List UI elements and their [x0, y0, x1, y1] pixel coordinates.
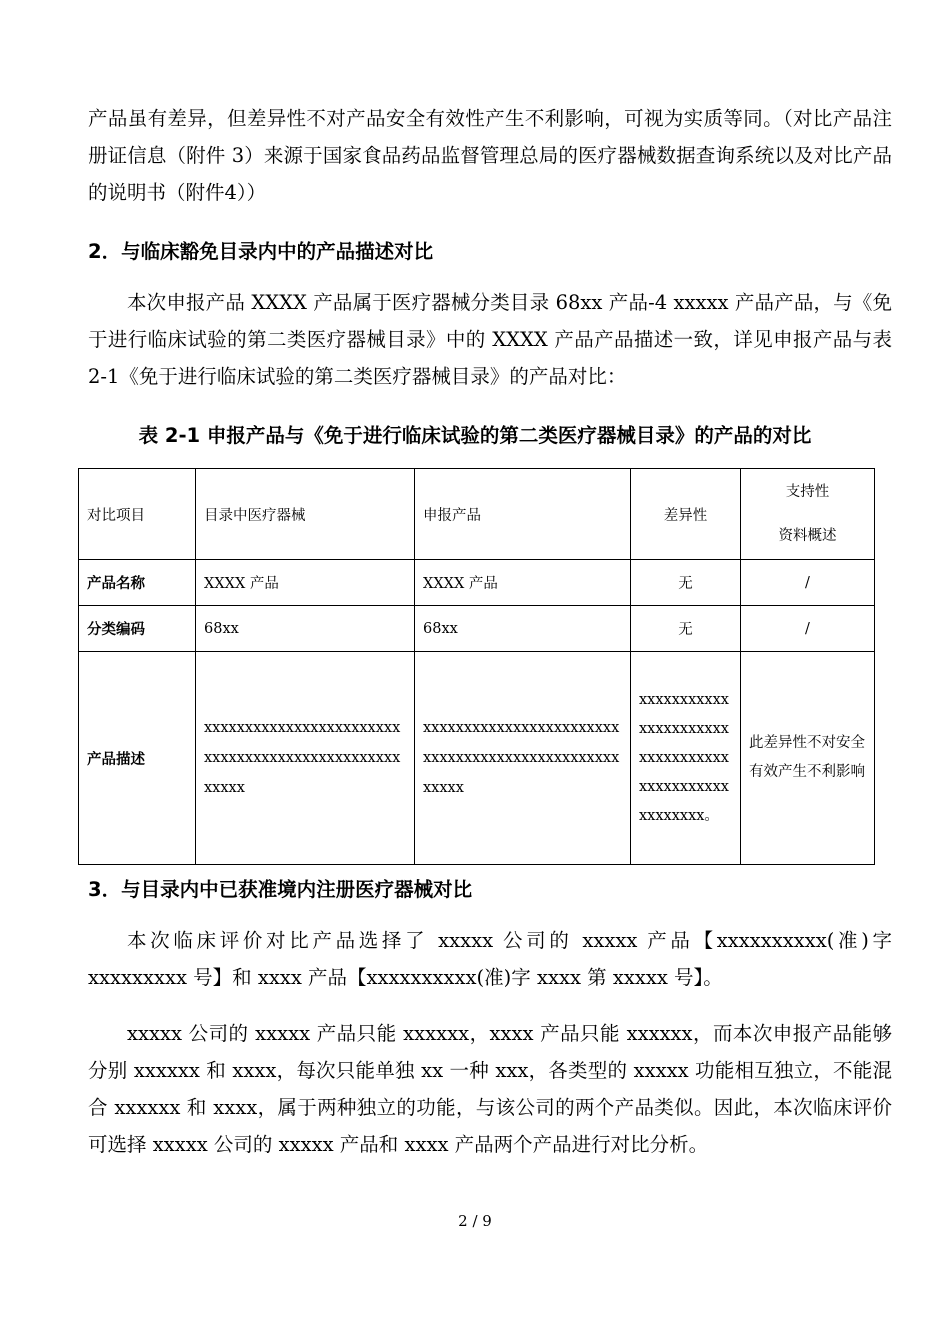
- section2-heading: 2．与临床豁免目录内中的产品描述对比: [88, 240, 434, 263]
- header-compare-item: 对比项目: [79, 469, 196, 560]
- row-difference-value: 无: [631, 560, 741, 606]
- row-difference-value: xxxxxxxxxxxxxxxxxxxxxxxxxxxxxxxxxxxxxxxxxxxxxxxxxxxx。: [631, 652, 741, 865]
- header-support: 支持性: [785, 484, 830, 500]
- row-item-label: 产品描述: [79, 652, 196, 865]
- row-catalog-value: XXXX 产品: [196, 560, 415, 606]
- row-declared-value: xxxxxxxxxxxxxxxxxxxxxxxxxxxxxxxxxxxxxxxxxxxxxxxxxxxxx: [415, 652, 631, 865]
- comparison-table: [78, 468, 875, 865]
- row-support-value: 此差异性不对安全有效产生不利影响: [741, 652, 875, 865]
- section2-paragraph: 本次申报产品 XXXX 产品属于医疗器械分类目录 68xx 产品-4 xxxxx 产品产品，与《免于进行临床试验的第二类医疗器械目录》中的 XXXX 产品产品描述一致，详见申报产品与表 2-1《免于进行临床试验的第二类医疗器械目录》的产品对比：: [88, 291, 892, 388]
- header-difference: 差异性: [631, 469, 741, 560]
- section3-heading: 3．与目录内中已获准境内注册医疗器械对比: [88, 878, 473, 901]
- row-catalog-value: 68xx: [196, 606, 415, 652]
- page-number: 2 / 9: [458, 1212, 492, 1230]
- table-caption: 表 2-1 申报产品与《免于进行临床试验的第二类医疗器械目录》的产品的对比: [138, 424, 812, 447]
- row-item-label: 产品名称: [79, 560, 196, 606]
- row-catalog-value: xxxxxxxxxxxxxxxxxxxxxxxxxxxxxxxxxxxxxxxxxxxxxxxxxxxxx: [196, 652, 415, 865]
- table-row: [79, 560, 875, 606]
- section3-paragraph1: 本次临床评价对比产品选择了 xxxxx 公司的 xxxxx 产品【xxxxxxxxxx(准)字 xxxxxxxxx 号】和 xxxx 产品【xxxxxxxxxx(准)字 xxxx 第 xxxxx 号】。: [88, 929, 892, 989]
- table-header-row: [79, 469, 875, 560]
- header-summary: 资料概述: [778, 528, 837, 544]
- table-row: [79, 606, 875, 652]
- row-declared-value: 68xx: [415, 606, 631, 652]
- table-row: [79, 652, 875, 865]
- row-declared-value: XXXX 产品: [415, 560, 631, 606]
- row-support-value: /: [741, 606, 875, 652]
- header-support-summary: [741, 469, 875, 560]
- section3-paragraph2: xxxxx 公司的 xxxxx 产品只能 xxxxxx，xxxx 产品只能 xxxxxx，而本次申报产品能够分别 xxxxxx 和 xxxx，每次只能单独 xx 一种 xxx，各类型的 xxxxx 功能相互独立，不能混合 xxxxxx 和 xxxx，属于两种独立的功能，与该公司的两个产品类似。因此，本次临床评价可选择 xxxxx 公司的 xxxxx 产品和 xxxx 产品两个产品进行对比分析。: [88, 1022, 892, 1156]
- row-support-value: /: [741, 560, 875, 606]
- row-item-label: 分类编码: [79, 606, 196, 652]
- header-catalog-device: 目录中医疗器械: [196, 469, 415, 560]
- header-declared-product: 申报产品: [415, 469, 631, 560]
- row-difference-value: 无: [631, 606, 741, 652]
- intro-paragraph: 产品虽有差异，但差异性不对产品安全有效性产生不利影响，可视为实质等同。（对比产品注册证信息（附件 3）来源于国家食品药品监督管理总局的医疗器械数据查询系统以及对比产品的说明书（附件4））: [88, 107, 892, 204]
